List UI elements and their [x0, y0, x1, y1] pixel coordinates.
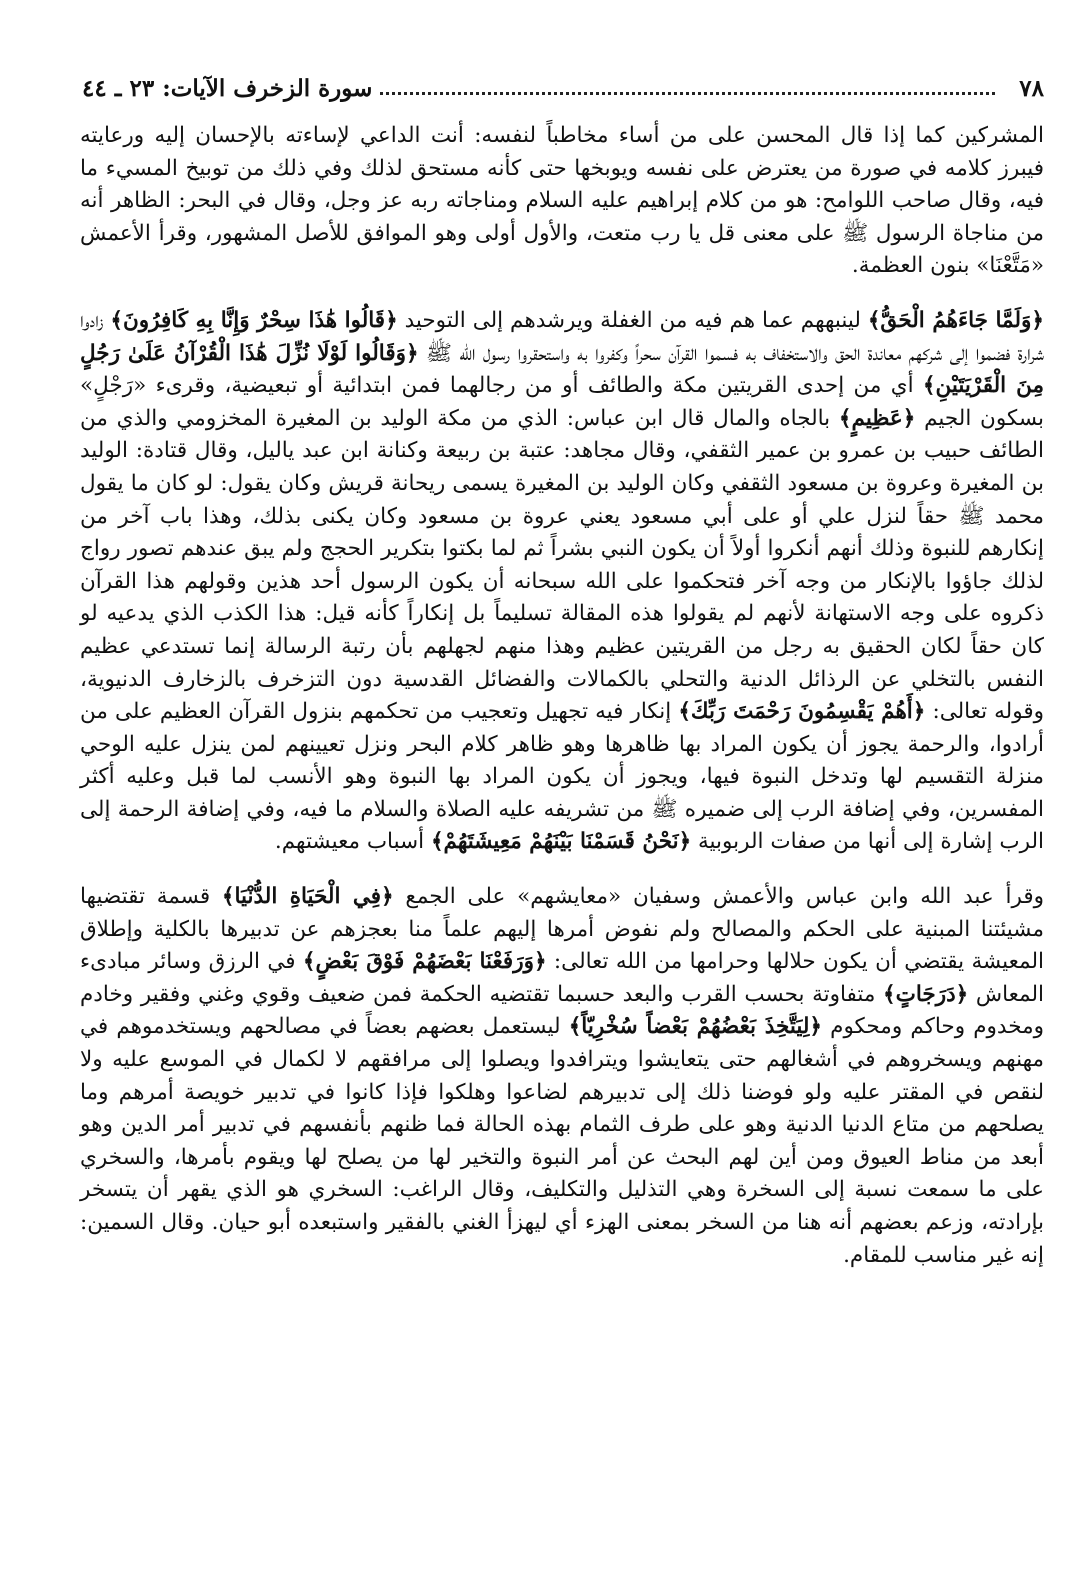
- commentary-text: ليستعمل بعضهم بعضاً في مصالحهم ويستخدموهم في مهنهم ويسخروهم في أشغالهم حتى يتعايشوا ويترافدوا ويصلوا إلى مرافقهم لا لكمال في الموسع عليه ولا لنقص في المقتر عليه ولو فوضنا ذلك إلى تدبيرهم لضاعوا وهلكوا فإذا كانوا في تدبير خويصة أمرهم وما يصلحهم من متاع الدنيا الدنية وهو على طرف الثمام بهذه الحالة فما ظنهم بأنفسهم في تدبير أمر الدين وهو أبعد من مناط العيوق ومن أين لهم البحث عن أمر النبوة والتخير لها من يصلح لها ويقوم بأمرها، والسخري على ما سمعت نسبة إلى السخرة وهي التذليل والتكليف، وقال الراغب: السخري هو الذي يقهر أن يتسخر بإرادته، وزعم بعضهم أنه هنا من السخر بمعنى الهزء أي ليهزأ الغني بالفقير واستبعده أبو حيان. وقال السمين: إنه غير مناسب للمقام.: [80, 1014, 1044, 1268]
- quran-verse: ﴿وَلَمَّا جَاءَهُمُ الْحَقُّ﴾: [867, 307, 1044, 333]
- commentary-text: قسمة تقتضيها مشيئتنا المبنية على الحكم والمصالح ولم نفوض أمرها إليهم علماً منا بعجزهم عن تدبيرها بالكلية وإطلاق المعيشة يقتضي أن يكون حلالها وحرامها من الله تعالى:: [80, 884, 1044, 975]
- commentary-text: المشركين كما إذا قال المحسن على من أساء مخاطباً لنفسه: أنت الداعي لإساءته بالإحسان إليه ورعايته فيبرز كلامه في صورة من يعترض على نفسه ويوبخها حتى كأنه مستحق لذلك وفي ذلك من توبيخ المسيء ما فيه، وقال صاحب اللوامح: هو من كلام إبراهيم عليه السلام ومناجاته ربه عز وجل، وقال في البحر: الظاهر أنه من مناجاة الرسول ﷺ على معنى قل يا رب متعت، والأول أولى وهو الموافق للأصل المشهور، وقرأ الأعمش «مَتَّعْنَا» بنون العظمة.: [80, 123, 1044, 279]
- paragraph-2: [80, 305, 1044, 859]
- header-dotted-leader: [380, 92, 995, 95]
- commentary-text: وقرأ عبد الله وابن عباس والأعمش وسفيان «معايشهم» على الجمع: [393, 884, 1045, 910]
- paragraph-3: [80, 881, 1044, 1272]
- page-header: [82, 68, 1044, 108]
- quran-verse: ﴿نَحْنُ قَسَمْنَا بَيْنَهُمْ مَعِيشَتَهُمْ﴾: [430, 829, 692, 855]
- quran-verse: ﴿أَهُمْ يَقْسِمُونَ رَحْمَتَ رَبِّكَ﴾: [678, 699, 926, 725]
- commentary-text: إنكار فيه تجهيل وتعجيب من تحكمهم بنزول القرآن العظيم على من أرادوا، والرحمة يجوز أن يكون المراد بها ظاهرها وهو ظاهر كلام البحر ونزل تعيينهم لمن ينزل عليه الوحي منزلة التقسيم لها وتدخل النبوة فيها، ويجوز أن يكون المراد بها النبوة وهو الأنسب لما قبل وعليه أكثر المفسرين، وفي إضافة الرب إلى ضميره ﷺ من تشريفه عليه الصلاة والسلام ما فيه، وفي إضافة الرحمة إلى الرب إشارة إلى أنها من صفات الربوبية: [80, 699, 1044, 855]
- quran-verse: ﴿لِيَتَّخِذَ بَعْضُهُمْ بَعْضاً سُخْرِيّاً﴾: [568, 1014, 822, 1040]
- commentary-text: متفاوتة بحسب القرب والبعد حسبما تقتضيه الحكمة فمن ضعيف وقوي وغني وفقير وخادم ومخدوم وحاكم ومحكوم: [80, 981, 1044, 1040]
- quran-verse: ﴿عَظِيمٍ﴾: [838, 405, 916, 431]
- commentary-text: أسباب معيشتهم.: [274, 829, 431, 855]
- commentary-text: بالجاه والمال قال ابن عباس: الذي من مكة الوليد بن المغيرة المخزومي والذي من الطائف حبيب بن عمرو بن عمير الثقفي، وقال مجاهد: عتبة بن ربيعة وكنانة ابن عبد ياليل، وقال قتادة: الوليد بن المغيرة وعروة بن مسعود الثقفي وكان الوليد بن المغيرة يسمى ريحانة قريش وكان يقول: لو كان ما يقول محمد ﷺ حقاً لنزل علي أو على أبي مسعود يعني عروة بن مسعود وكان يكنى بذلك، وهذا باب آخر من إنكارهم للنبوة وذلك أنهم أنكروا أولاً أن يكون النبي بشراً ثم لما بكتوا بتكرير الحجج ولم يبق عندهم تصور رواج لذلك جاؤوا بالإنكار من وجه آخر فتحكموا على الله سبحانه أن يكون الرسول أحد هذين وقولهم هذا القرآن ذكروه على وجه الاستهانة لأنهم لم يقولوا هذه المقالة تسليماً بل إنكاراً كأنه قيل: هذا الكذب الذي يدعيه لو كان حقاً لكان الحقيق به رجل من القريتين عظيم وهذا منهم لجهلهم بأن رتبة الرسالة إنما تستدعي عظيم النفس بالتخلي عن الرذائل الدنية والتحلي بالكمالات والفضائل القدسية دون التزخرف بالزخارف الدنيوية، وقوله تعالى:: [80, 405, 1045, 725]
- page-number: ٧٨: [1019, 74, 1044, 102]
- commentary-text: في الرزق وسائر مبادىء المعاش: [80, 949, 1044, 1007]
- paragraph-1: [80, 120, 1044, 283]
- quran-verse: ﴿قَالُوا هَٰذَا سِحْرٌ وَإِنَّا بِهِ كَافِرُونَ﴾: [110, 307, 398, 333]
- quran-verse: ﴿وَرَفَعْنَا بَعْضَهُمْ فَوْقَ بَعْضٍ﴾: [302, 949, 547, 975]
- commentary-text: لينبههم عما هم فيه من الغفلة ويرشدهم إلى التوحيد: [397, 307, 868, 333]
- running-title: سورة الزخرف الآيات: ٢٣ ـ ٤٤: [82, 74, 373, 102]
- quran-verse: ﴿فِي الْحَيَاةِ الدُّنْيَا﴾: [221, 884, 394, 910]
- commentary-text: زادوا شرارة فضموا إلى شركهم معاندة الحق والاستخفاف به فسموا القرآن سحراً وكفروا به واستحقروا رسول الله ﷺ: [80, 307, 1044, 366]
- commentary-text: أي من إحدى القريتين مكة والطائف أو من رجالهما فمن ابتدائية أو تبعيضية، وقرىء «رَجْلٍ» بسكون الجيم: [80, 373, 1044, 431]
- quran-verse: ﴿وَقَالُوا لَوْلَا نُزِّلَ هَٰذَا الْقُرْآنُ عَلَىٰ رَجُلٍ مِنَ الْقَرْيَتَيْنِ﴾: [80, 340, 1044, 399]
- quran-verse: ﴿دَرَجَاتٍ﴾: [883, 981, 969, 1007]
- page-body: [80, 120, 1044, 1272]
